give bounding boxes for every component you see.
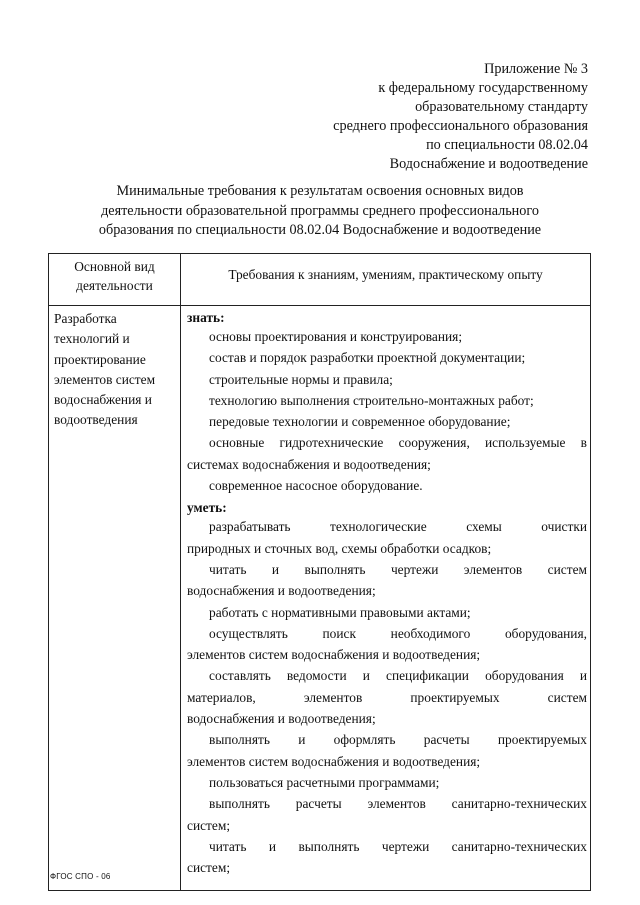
- requirements-table: [48, 253, 591, 891]
- title-line: деятельности образовательной программы среднего профессионального: [101, 202, 539, 219]
- activity-line: водоотведения: [54, 412, 138, 428]
- list-item: [187, 838, 587, 881]
- item-line: [187, 518, 587, 539]
- appendix-line: образовательному стандарту: [415, 99, 588, 115]
- header-activity: Основной вид деятельности: [49, 254, 181, 306]
- item-line: [187, 667, 587, 688]
- list-item: [187, 731, 587, 774]
- item-text: пользоваться расчетными программами;: [209, 774, 440, 790]
- item-text: системах водоснабжения и водоотведения;: [187, 456, 431, 472]
- item-line: [187, 540, 587, 561]
- item-text: водоснабжения и водоотведения;: [187, 711, 376, 727]
- item-line: [187, 817, 587, 838]
- activity-line: водоснабжения и: [54, 392, 152, 408]
- item-text: водоснабжения и водоотведения;: [187, 583, 376, 599]
- item-line: [187, 731, 587, 752]
- list-item: [187, 667, 587, 731]
- item-line: [187, 774, 587, 795]
- list-item: [187, 518, 587, 561]
- list-item: [187, 604, 587, 625]
- item-text: материалов, элементов проектируемых систем: [187, 689, 587, 705]
- item-text: работать с нормативными правовыми актами;: [209, 604, 471, 620]
- item-text: состав и порядок разработки проектной документации;: [209, 350, 526, 366]
- item-line: [187, 328, 587, 349]
- item-text: разрабатывать технологические схемы очистки: [209, 519, 587, 535]
- document-title: [70, 182, 570, 241]
- item-text: составлять ведомости и спецификации оборудования и: [209, 668, 587, 684]
- item-line: [187, 795, 587, 816]
- item-text: элементов систем водоснабжения и водоотведения;: [187, 647, 481, 663]
- table-row: [49, 306, 591, 891]
- item-line: [187, 371, 587, 392]
- appendix-line: Водоснабжение и водоотведение: [389, 156, 588, 172]
- item-line: [187, 434, 587, 455]
- item-line: [187, 413, 587, 434]
- item-text: систем;: [187, 860, 231, 876]
- list-item: [187, 774, 587, 795]
- appendix-line: среднего профессионального образования: [333, 118, 588, 134]
- item-line: [187, 859, 587, 880]
- activity-line: Разработка: [54, 311, 117, 326]
- appendix-line: Приложение № 3: [484, 61, 588, 77]
- list-item: [187, 371, 587, 392]
- know-heading: знать:: [187, 310, 225, 325]
- appendix-line: к федеральному государственному: [378, 80, 588, 96]
- title-line: Минимальные требования к результатам освоения основных видов: [116, 183, 524, 199]
- list-item: [187, 625, 587, 668]
- item-text: элементов систем водоснабжения и водоотведения;: [187, 753, 481, 769]
- list-item: [187, 349, 587, 370]
- item-line: [187, 753, 587, 774]
- appendix-line: по специальности 08.02.04: [426, 137, 588, 153]
- header-requirements: Требования к знаниям, умениям, практическому опыту: [181, 254, 591, 306]
- list-item: [187, 392, 587, 413]
- list-item: [187, 434, 587, 477]
- list-item: [187, 328, 587, 349]
- title-line: образования по специальности 08.02.04 Водоснабжение и водоотведение: [98, 222, 542, 238]
- item-line: [187, 838, 587, 859]
- list-item: [187, 795, 587, 838]
- appendix-header: [333, 60, 588, 174]
- list-item: [187, 561, 587, 604]
- item-line: [187, 349, 587, 370]
- item-line: [187, 456, 587, 477]
- item-line: [187, 689, 587, 710]
- item-line: [187, 561, 587, 582]
- item-text: передовые технологии и современное оборудование;: [209, 414, 511, 430]
- footer-code: ФГОС СПО - 06: [50, 872, 111, 881]
- item-line: [187, 710, 587, 731]
- item-text: основы проектирования и конструирования;: [209, 329, 463, 344]
- item-text: основные гидротехнические сооружения, используемые в: [209, 435, 587, 451]
- item-text: технологию выполнения строительно-монтажных работ;: [209, 392, 534, 408]
- activity-line: проектирование: [54, 351, 146, 367]
- item-text: выполнять расчеты элементов санитарно-технических: [209, 796, 587, 812]
- know-list: [187, 328, 587, 498]
- item-line: [187, 646, 587, 667]
- item-line: [187, 392, 587, 413]
- item-text: природных и сточных вод, схемы обработки осадков;: [187, 540, 492, 556]
- can-list: [187, 518, 587, 880]
- table-header-row: [49, 254, 591, 306]
- item-text: читать и выполнять чертежи санитарно-технических: [209, 838, 587, 854]
- item-line: [187, 604, 587, 625]
- item-line: [187, 582, 587, 603]
- activity-line: элементов систем: [54, 371, 156, 387]
- item-text: современное насосное оборудование.: [209, 478, 423, 494]
- activity-line: технологий и: [54, 331, 130, 347]
- item-text: осуществлять поиск необходимого оборудования,: [209, 625, 587, 641]
- item-text: выполнять и оформлять расчеты проектируемых: [209, 732, 587, 748]
- item-text: строительные нормы и правила;: [209, 371, 393, 387]
- can-heading: уметь:: [187, 500, 227, 516]
- requirements-cell: [181, 306, 591, 891]
- list-item: [187, 477, 587, 498]
- item-line: [187, 477, 587, 498]
- activity-cell: [49, 306, 181, 891]
- list-item: [187, 413, 587, 434]
- item-text: читать и выполнять чертежи элементов систем: [209, 561, 587, 577]
- item-text: систем;: [187, 817, 231, 833]
- item-line: [187, 625, 587, 646]
